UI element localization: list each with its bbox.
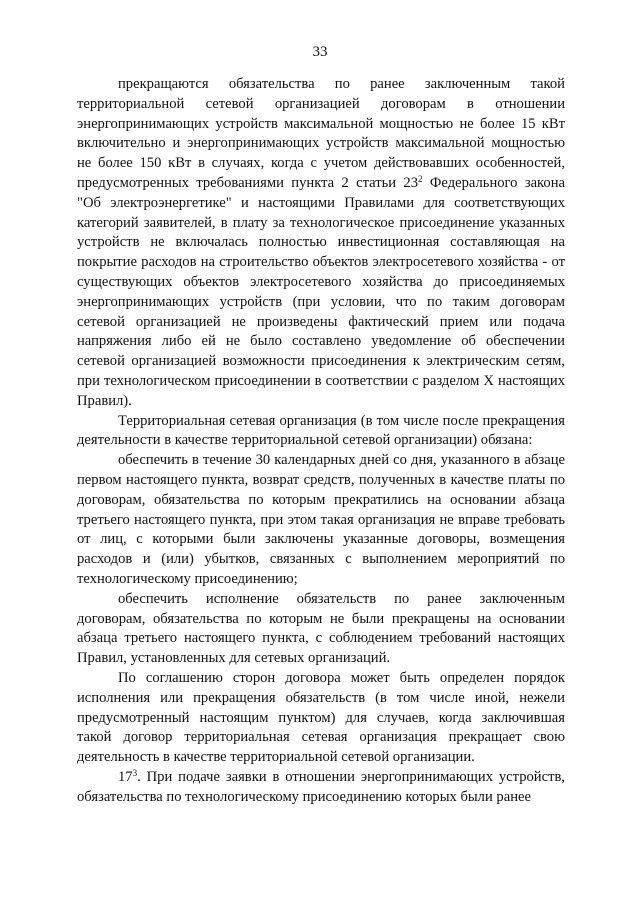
paragraph <box>77 590 565 669</box>
document-body <box>77 75 565 807</box>
paragraph <box>77 669 565 768</box>
paragraph-text: прекращаются обязательства по ранее заключенным такой территориальной сетевой организацией договорам в отношении энергопринимающих устройств максимальной мощностью не более 15 кВт включительно и энергопринимающих устройств максимальной мощностью не более 150 кВт в случаях, когда с учетом действовавших особенностей, предусмотренных требованиями пункта 2 статьи 23 <box>77 76 565 191</box>
paragraph-text: Территориальная сетевая организация (в том числе после прекращения деятельности в качестве территориальной сетевой организации) обязана: <box>77 412 565 449</box>
page-number: 33 <box>312 44 328 60</box>
superscript: 3 <box>132 767 138 778</box>
superscript: 2 <box>418 174 423 185</box>
paragraph-text: . При подаче заявки в отношении энергопринимающих устройств, обязательства по технологическому присоединению которых были ранее <box>77 768 565 805</box>
paragraph-text: Федерального закона "Об электроэнергетике" и настоящими Правилами для соответствующих категорий заявителей, в плату за технологическое присоединение указанных устройств не включалась полностью инвестиционная составляющая на покрытие расходов на строительство объектов электросетевого хозяйства - от существующих объектов электросетевого хозяйства до присоединяемых энергопринимающих устройств (при условии, что по таким договорам сетевой организацией не произведены фактический прием или подача напряжения либо ей не было составлено уведомление об обеспечении сетевой организацией возможности присоединения к электрическим сетям, при технологическом присоединении в соответствии с разделом X настоящих Правил). <box>77 174 565 409</box>
paragraph <box>77 451 565 590</box>
paragraph-text: обеспечить в течение 30 календарных дней со дня, указанного в абзаце первом настоящего пункта, возврат средств, полученных в качестве платы по договорам, обязательства по которым прекратились на основании абзаца третьего настоящего пункта, при этом такая организация не вправе требовать от лиц, с которыми были заключены указанные договоры, возмещения расходов и (или) убытков, связанных с выполнением мероприятий по технологическому присоединению; <box>77 452 565 587</box>
paragraph <box>77 412 565 452</box>
paragraph <box>77 768 565 808</box>
paragraph-text: 17 <box>118 768 133 785</box>
paragraph <box>77 75 565 412</box>
paragraph-text: По соглашению сторон договора может быть определен порядок исполнения или прекращения обязательств (в том числе иной, нежели предусмотренный настоящим пунктом) для случаев, когда заключившая такой договор территориальная сетевая организация прекращает свою деятельность в качестве территориальной сетевой организации. <box>77 669 565 766</box>
paragraph-text: обеспечить исполнение обязательств по ранее заключенным договорам, обязательства по которым не были прекращены на основании абзаца третьего настоящего пункта, с соблюдением требований настоящих Правил, установленных для сетевых организаций. <box>77 590 565 667</box>
